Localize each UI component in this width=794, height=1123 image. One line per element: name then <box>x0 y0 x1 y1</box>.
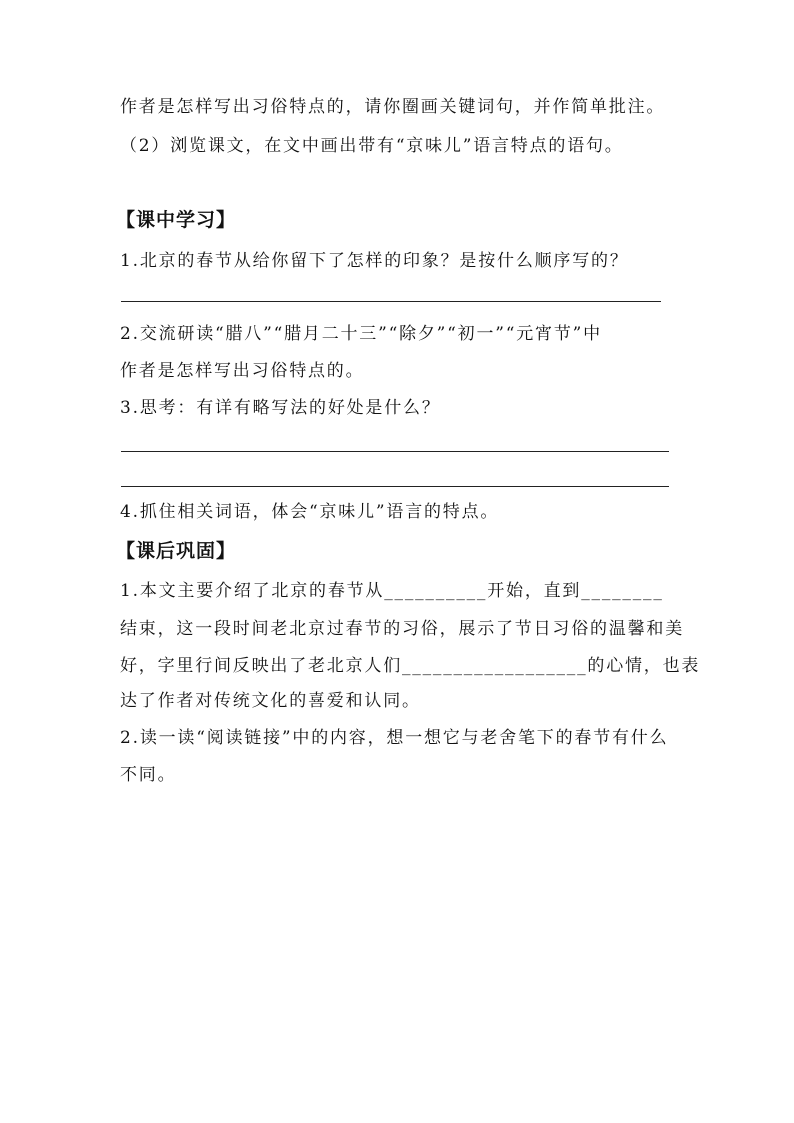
after-class-question-1-line-3: 好，字里行间反映出了老北京人们__________________的心情，也表 <box>120 656 701 676</box>
answer-line-q1[interactable] <box>121 301 661 302</box>
in-class-question-2-line-1: 2.交流研读“腊八”“腊月二十三”“除夕”“初一”“元宵节”中 <box>120 324 602 344</box>
in-class-question-3: 3.思考：有详有略写法的好处是什么？ <box>120 398 441 418</box>
after-class-question-1-line-2: 结束，这一段时间老北京过春节的习俗，展示了节日习俗的温馨和美 <box>120 619 684 639</box>
section-heading-after-class: 【课后巩固】 <box>116 540 237 562</box>
in-class-question-1: 1.北京的春节从给你留下了怎样的印象？是按什么顺序写的？ <box>120 251 629 271</box>
answer-line-q3-1[interactable] <box>121 451 669 452</box>
after-class-question-2-line-1: 2.读一读“阅读链接”中的内容，想一想它与老舍笔下的春节有什么 <box>120 728 669 748</box>
intro-text-line-2: （2）浏览课文，在文中画出带有“京味儿”语言特点的语句。 <box>120 136 624 156</box>
in-class-question-2-line-2: 作者是怎样写出习俗特点的。 <box>120 361 365 381</box>
after-class-question-1-line-1: 1.本文主要介绍了北京的春节从__________开始，直到________ <box>120 581 664 601</box>
after-class-question-2-line-2: 不同。 <box>120 765 177 785</box>
intro-text-line-1: 作者是怎样写出习俗特点的，请你圈画关键词句，并作简单批注。 <box>120 97 666 117</box>
in-class-question-4: 4.抓住相关词语，体会“京味儿”语言的特点。 <box>120 502 500 522</box>
section-heading-in-class: 【课中学习】 <box>116 209 237 231</box>
answer-line-q3-2[interactable] <box>121 486 669 487</box>
after-class-question-1-line-4: 达了作者对传统文化的喜爱和认同。 <box>120 691 421 711</box>
